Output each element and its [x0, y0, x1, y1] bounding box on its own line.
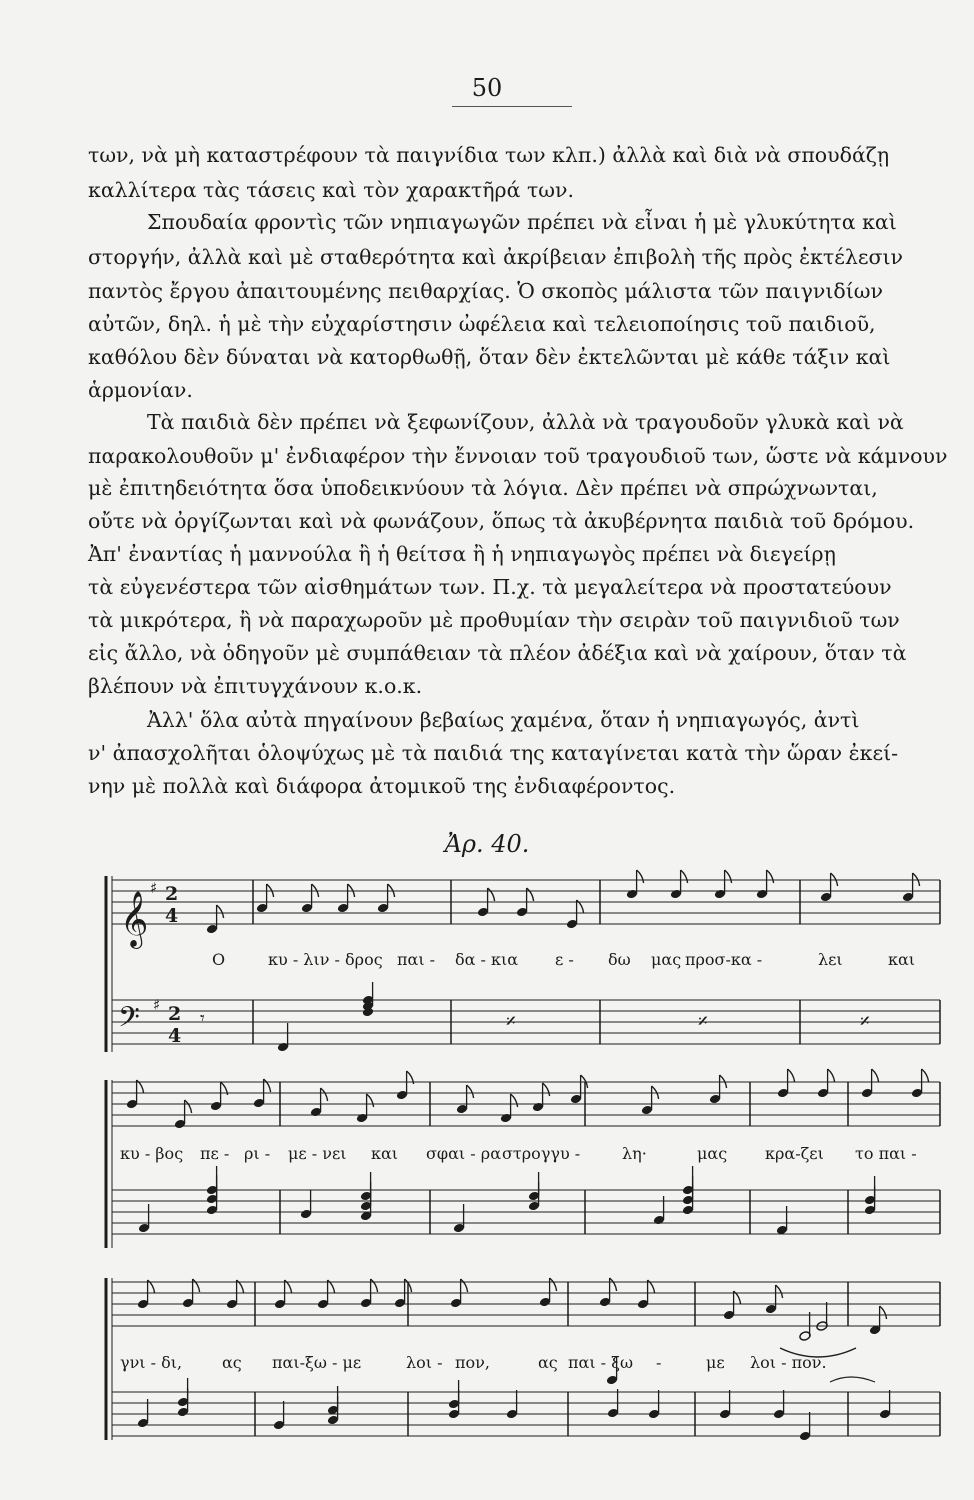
note-icon: [206, 1166, 218, 1195]
lyric: λοι -: [406, 1353, 443, 1372]
text-line: ἁρμονίαν.: [88, 378, 193, 402]
lyric: λει: [818, 950, 843, 969]
repeat-measure-icon: 𝄎: [698, 1009, 708, 1033]
note-icon: [799, 1412, 811, 1441]
note-icon: [820, 873, 838, 902]
lyric: παι - ξω: [568, 1353, 634, 1372]
text-line: μὲ ἐπιτηδειότητα ὅσα ὑποδεικνύουν τὰ λόγια. Δὲν πρέπει νὰ σπρώχνωνται,: [88, 476, 878, 500]
text-line: ν' ἀπασχολῆται ὁλοψύχως μὲ τὰ παιδιά της καταγίνεται κατὰ τὴν ὥραν ἐκεί-: [88, 741, 899, 765]
note-icon: [723, 1291, 741, 1320]
lyric: πον,: [455, 1353, 490, 1372]
note-icon: [317, 1280, 335, 1309]
note-icon: [756, 870, 774, 899]
note-icon: [902, 873, 920, 902]
text-line: αὐτῶν, δηλ. ἡ μὲ τὴν εὐχαρίστησιν ὠφέλεια καὶ τελειοποίησις τοῦ παιδιοῦ,: [88, 312, 876, 336]
text-line: καθόλου δὲν δύναται νὰ κατορθωθῇ, ὅταν δὲν ἐκτελῶνται μὲ κάθε τάξιν καὶ: [88, 345, 891, 369]
lyric: Ο: [212, 950, 226, 969]
lyric: το παι -: [855, 1144, 917, 1163]
note-icon: [396, 1071, 414, 1100]
note-icon: [765, 1285, 783, 1314]
rest-icon: 𝄾: [200, 1008, 205, 1029]
lyric: και: [371, 1144, 399, 1163]
text-line: παντὸς ἔργου ἀπαιτουμένης πειθαρχίας. Ὁ σκοπὸς μάλιστα τῶν παιγνιδίων: [88, 279, 883, 303]
lyric: με - νει: [288, 1144, 347, 1163]
note-icon: [861, 1069, 879, 1098]
lyric: δα - κια: [455, 950, 519, 969]
note-icon: [138, 1204, 150, 1233]
lyrics-line-3: [120, 1353, 827, 1372]
note-icon: [256, 884, 274, 913]
note-icon: [177, 1378, 189, 1407]
lyric: ρι -: [244, 1144, 271, 1163]
note-icon: [126, 1080, 144, 1109]
note-icon: [506, 1390, 518, 1419]
system-1: [106, 876, 940, 1052]
time-signature-bottom: 4: [168, 1025, 182, 1047]
text-line: τὰ μικρότερα, ἢ νὰ παραχωροῦν μὲ προθυμίαν τὴν σειρὰν τοῦ παιγνιδιοῦ των: [88, 608, 900, 632]
time-signature-top: 2: [165, 883, 179, 905]
note-icon: [682, 1166, 694, 1195]
lyric: δω: [608, 950, 631, 969]
lyric: πε -: [200, 1144, 230, 1163]
text-line: των, νὰ μὴ καταστρέφουν τὰ παιγνίδια των κλπ.) ἀλλὰ καὶ διὰ νὰ σπουδάζῃ: [88, 143, 890, 167]
repeat-measure-icon: 𝄎: [860, 1009, 870, 1033]
note-icon: [327, 1386, 339, 1415]
note-icon: [273, 1401, 285, 1430]
page-number: 50: [471, 74, 503, 102]
note-icon: [799, 1312, 811, 1341]
text-line: Ἀλλ' ὅλα αὐτὰ πηγαίνουν βεβαίως χαμένα, ὅταν ἡ νηπιαγωγός, ἀντὶ: [147, 708, 860, 732]
note-icon: [626, 870, 644, 899]
note-icon: [206, 905, 224, 934]
text-line: βλέπουν νὰ ἐπιτυγχάνουν κ.ο.κ.: [88, 674, 423, 698]
text-line: στοργήν, ἀλλὰ καὶ μὲ σταθερότητα καὶ ἀκρίβειαν ἐπιβολὴ τῆς πρὸς ἐκτέλεσιν: [88, 245, 904, 269]
lyric: μας: [651, 950, 682, 969]
note-icon: [864, 1176, 876, 1205]
lyric: σφαι - ρα: [426, 1144, 501, 1163]
note-icon: [777, 1069, 795, 1098]
note-icon: [869, 1306, 887, 1335]
lyric: γνι - δι,: [120, 1353, 183, 1372]
tie: [830, 1377, 875, 1382]
lyric: μας: [697, 1144, 728, 1163]
text-line: παρακολουθοῦν μ' ἐνδιαφέρον τὴν ἔννοιαν τοῦ τραγουδιοῦ των, ὥστε νὰ κάμνουν: [88, 444, 948, 468]
lyric: στρογγυ -: [502, 1144, 581, 1163]
note-icon: [714, 870, 732, 899]
note-icon: [641, 1086, 659, 1115]
text-line: Σπουδαία φροντὶς τῶν νηπιαγωγῶν πρέπει νὰ εἶναι ἡ μὲ γλυκύτητα καὶ: [147, 210, 897, 234]
text-line: Ἀπ' ἐναντίας ἡ μαννούλα ἢ ἡ θείτσα ἢ ἡ νηπιαγωγὸς πρέπει νὰ διεγείρῃ: [88, 542, 836, 566]
repeat-measure-icon: 𝄎: [506, 1009, 516, 1033]
lyric: -: [656, 1353, 662, 1372]
bass-clef-icon: 𝄢: [118, 1001, 140, 1041]
note-icon: [670, 870, 688, 899]
note-icon: [456, 1085, 474, 1114]
text-line: οὔτε νὰ ὀργίζωνται καὶ νὰ φωνάζουν, ὅπως τὰ ἀκυβέρνητα παιδιὰ τοῦ δρόμου.: [88, 509, 915, 533]
note-icon: [773, 1390, 785, 1419]
note-icon: [637, 1280, 655, 1309]
note-icon: [532, 1083, 550, 1112]
note-icon: [648, 1390, 660, 1419]
note-icon: [607, 1389, 619, 1418]
note-icon: [879, 1390, 891, 1419]
note-icon: [566, 900, 584, 929]
lyric: λη·: [622, 1144, 647, 1163]
note-icon: [301, 884, 319, 913]
time-signature-bottom: 4: [165, 905, 179, 927]
note-icon: [448, 1380, 460, 1409]
lyric: κρα-ζει: [765, 1144, 824, 1163]
note-icon: [377, 884, 395, 913]
text-line: τὰ εὐγενέστερα τῶν αἰσθημάτων των. Π.χ. τὰ μεγαλείτερα νὰ προστατεύουν: [88, 575, 892, 599]
sharp-icon: ♯: [150, 879, 158, 897]
note-icon: [274, 1280, 292, 1309]
note-icon: [453, 1204, 465, 1233]
note-icon: [226, 1280, 244, 1309]
note-icon: [816, 1302, 828, 1331]
note-icon: [310, 1088, 328, 1117]
text-line: εἰς ἄλλο, νὰ ὁδηγοῦν μὲ συμπάθειαν τὰ πλέον ἀδέξια καὶ νὰ χαίρουν, ὅταν τὰ: [88, 641, 907, 665]
lyric: παι -: [397, 950, 436, 969]
note-icon: [719, 1390, 731, 1419]
note-icon: [210, 1082, 228, 1111]
note-icon: [137, 1280, 155, 1309]
note-icon: [528, 1172, 540, 1201]
lyric: κυ - βος: [120, 1144, 184, 1163]
lyric: με: [706, 1353, 725, 1372]
note-icon: [709, 1075, 727, 1104]
time-signature-top: 2: [168, 1003, 182, 1025]
figure-label: Ἀρ. 40.: [444, 830, 530, 858]
note-icon: [653, 1196, 665, 1225]
note-icon: [337, 884, 355, 913]
note-icon: [817, 1069, 835, 1098]
text-line: καλλίτερα τὰς τάσεις καὶ τὸν χαρακτῆρά των.: [88, 178, 574, 202]
lyric: ε -: [555, 950, 574, 969]
system-2: [106, 1080, 940, 1248]
note-icon: [277, 1023, 289, 1052]
lyric: κυ - λιν - δρος: [268, 950, 383, 969]
treble-clef-icon: 𝄞: [120, 891, 149, 947]
note-icon: [300, 1190, 312, 1219]
note-icon: [360, 1172, 372, 1201]
lyrics-line-2: [120, 1144, 917, 1163]
lyric: λοι - πον.: [750, 1353, 827, 1372]
lyric: ας: [538, 1353, 558, 1372]
lyric: και: [888, 950, 916, 969]
lyric: προσ-κα -: [685, 950, 763, 969]
note-icon: [911, 1069, 929, 1098]
lyric: παι-ξω - με: [272, 1353, 362, 1372]
text-line: Τὰ παιδιὰ δὲν πρέπει νὰ ξεφωνίζουν, ἀλλὰ νὰ τραγουδοῦν γλυκὰ καὶ νὰ: [147, 410, 904, 434]
note-icon: [356, 1094, 374, 1123]
lyrics-line-1: [212, 950, 915, 969]
lyric: ας: [222, 1353, 242, 1372]
sharp-icon: ♯: [153, 996, 161, 1014]
note-icon: [500, 1094, 518, 1123]
note-icon: [776, 1206, 788, 1235]
text-line: νην μὲ πολλὰ καὶ διάφορα ἀτομικοῦ της ἐνδιαφέροντος.: [88, 774, 676, 798]
